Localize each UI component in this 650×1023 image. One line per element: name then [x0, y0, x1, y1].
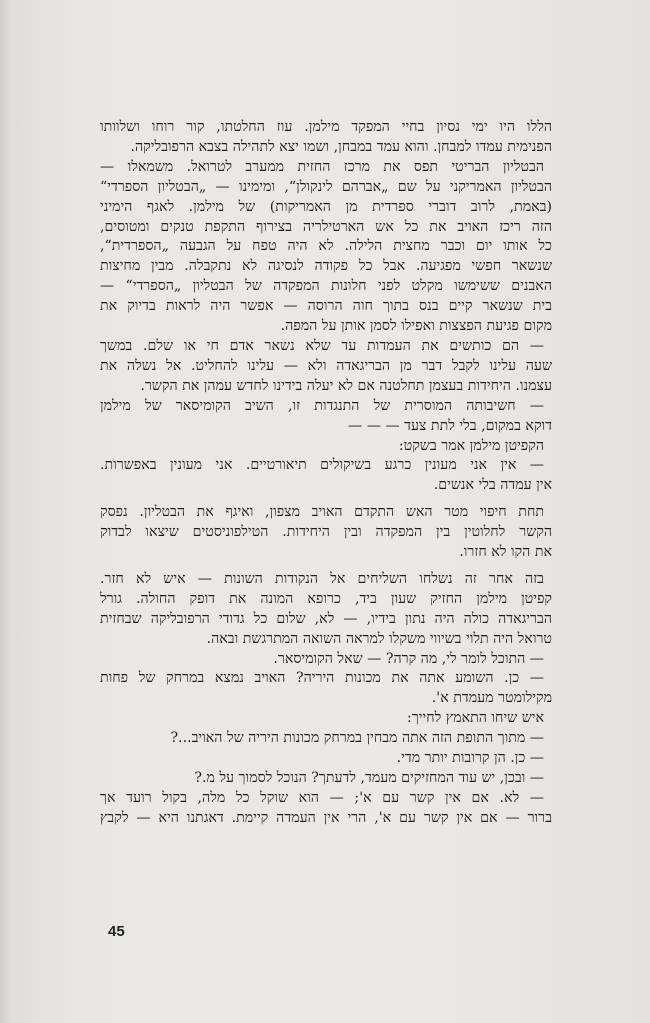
text-line: — התוכל לומר לי, מה קרה? — שאל הקומיסאר.: [273, 650, 544, 667]
text-line: — הם כותשים את העמדות עד שלא נשאר אדם חי או שלם. במשך: [100, 337, 544, 354]
text-line: הבטליון הבריטי תפס את מרכז החזית ממערב לטרואל. משמאלו —: [100, 158, 544, 175]
text-line: בזה אחר זה נשלחו השליחים אל הנקודות השונות — איש לא חזר.: [100, 570, 544, 587]
text-line: — כן. השומע אתה את מכונות היריה? האויב נמצא במרחק של פחות: [100, 670, 544, 687]
text-line: הללו היו ימי נסיון בחיי המפקד מילמן. עוז החלטתו, קור רוחו ושלוותו: [100, 119, 552, 135]
text-line: איש שיחו התאמץ לחייך:: [407, 710, 544, 727]
text-line: — כן. הן קרובות יותר מדי.: [396, 750, 544, 767]
text-line: עצמנו. היחידות בעצמן תחלטנה אם לא יעלה בידינו לחדש עמהן את הקשר.: [140, 377, 552, 394]
paragraph-gap: [100, 496, 552, 503]
text-line: — חשיבותה המוסרית של התנגדות זו, השיב הקומיסאר של מילמן: [100, 397, 544, 414]
text-line: מקילומטר מעמדת א'.: [431, 690, 552, 707]
text-line: (באמת, לרוב דוברי ספרדית מן האמריקות) של מילמן. לאגף הימיני: [100, 198, 552, 215]
text-line: בית שנשאר קיים בנס בתוך חוה הרוסה — אפשר היה לראות בדיוק את: [100, 298, 552, 315]
text-line: הפנימית עמדו למבחן. והוא עמד במבחן, ושמו יצא לתהילה בצבא הרפובליקה.: [130, 138, 552, 155]
text-line: הקפיטן מילמן אמר בשקט:: [398, 437, 544, 454]
text-line: ברור — אם אין קשר עם א', הרי אין העמדה קיימת. דאגתנו היא — לקבץ: [100, 809, 552, 826]
text-line: שנשאר חפשי מפגיעה. אבל כל פקודה לנסיגה לא נתקבלה. מבין מחיצות: [100, 258, 552, 275]
text-line: — אין אני מעונין כרגע בשיקולים תיאורטיים. אני מעונין באפשרות.: [100, 457, 544, 474]
text-line: את הקו לא חזרו.: [459, 544, 552, 561]
text-line: קפיטן מילמן החזיק שעון ביד, כרופא המונה את דופק החולה. גורל: [100, 590, 552, 607]
text-line: הבריגאדה כולה היה נתון בידיו, — לא, שלום כל גדודי הרפובליקה שבחזית: [100, 610, 552, 627]
text-line: מקום פגיעת הפצצות ואפילו לסמן אותן על המפה.: [280, 318, 552, 335]
text-line: — מתוך התופת הזה אתה מבחין במרחק מכונות היריה של האויב...?: [170, 730, 544, 747]
text-line: דוקא במקום, בלי לתת צעד — — —: [348, 417, 552, 434]
text-line: שעה עלינו לקבל דבר מן הבריגאדה ולא — עלינו להחליט. אל נשלה את: [100, 357, 552, 374]
text-line: הזה ריכז האויב את כל אש הארטילריה בצירוף התקפת טנקים ומטוסים,: [100, 218, 552, 235]
text-line: האבנים ששימשו מקלט לפני חלונות המפקדה של הבטליון „הספרדי“ —: [100, 278, 552, 295]
text-line: הבטליון האמריקני על שם „אברהם לינקולן“, ומימינו — „הבטליון הספרדי“: [100, 178, 552, 195]
text-line: כל אותו יום וכבר מחצית הלילה. לא היה טפח על הגבעה „הספרדית“,: [100, 238, 552, 255]
paragraph-gap: [100, 563, 552, 570]
text-line: אין עמדה בלי אנשים.: [433, 477, 552, 494]
text-line: הקשר לחלוטין בין המפקדה ובין היחידות. הטילפוניסטים שיצאו לבדוק: [100, 524, 552, 541]
text-line: — לא. אם אין קשר עם א'; — הוא שוקל כל מלה, בקול רועד אך: [100, 789, 544, 806]
page-text-block: [100, 118, 552, 829]
text-line: טרואל היה תלוי בשיווי משקלו למראה השואה המתרגשת ובאה.: [206, 630, 552, 647]
page-number: 45: [108, 923, 125, 940]
text-line: תחת חיפוי מטר האש התקדם האויב מצפון, ואיגף את הבטליון. נפסק: [100, 504, 544, 521]
text-line: — ובכן, יש עוד המחזיקים מעמד, לדעתך? הנוכל לסמוך על מ.?: [194, 770, 544, 786]
